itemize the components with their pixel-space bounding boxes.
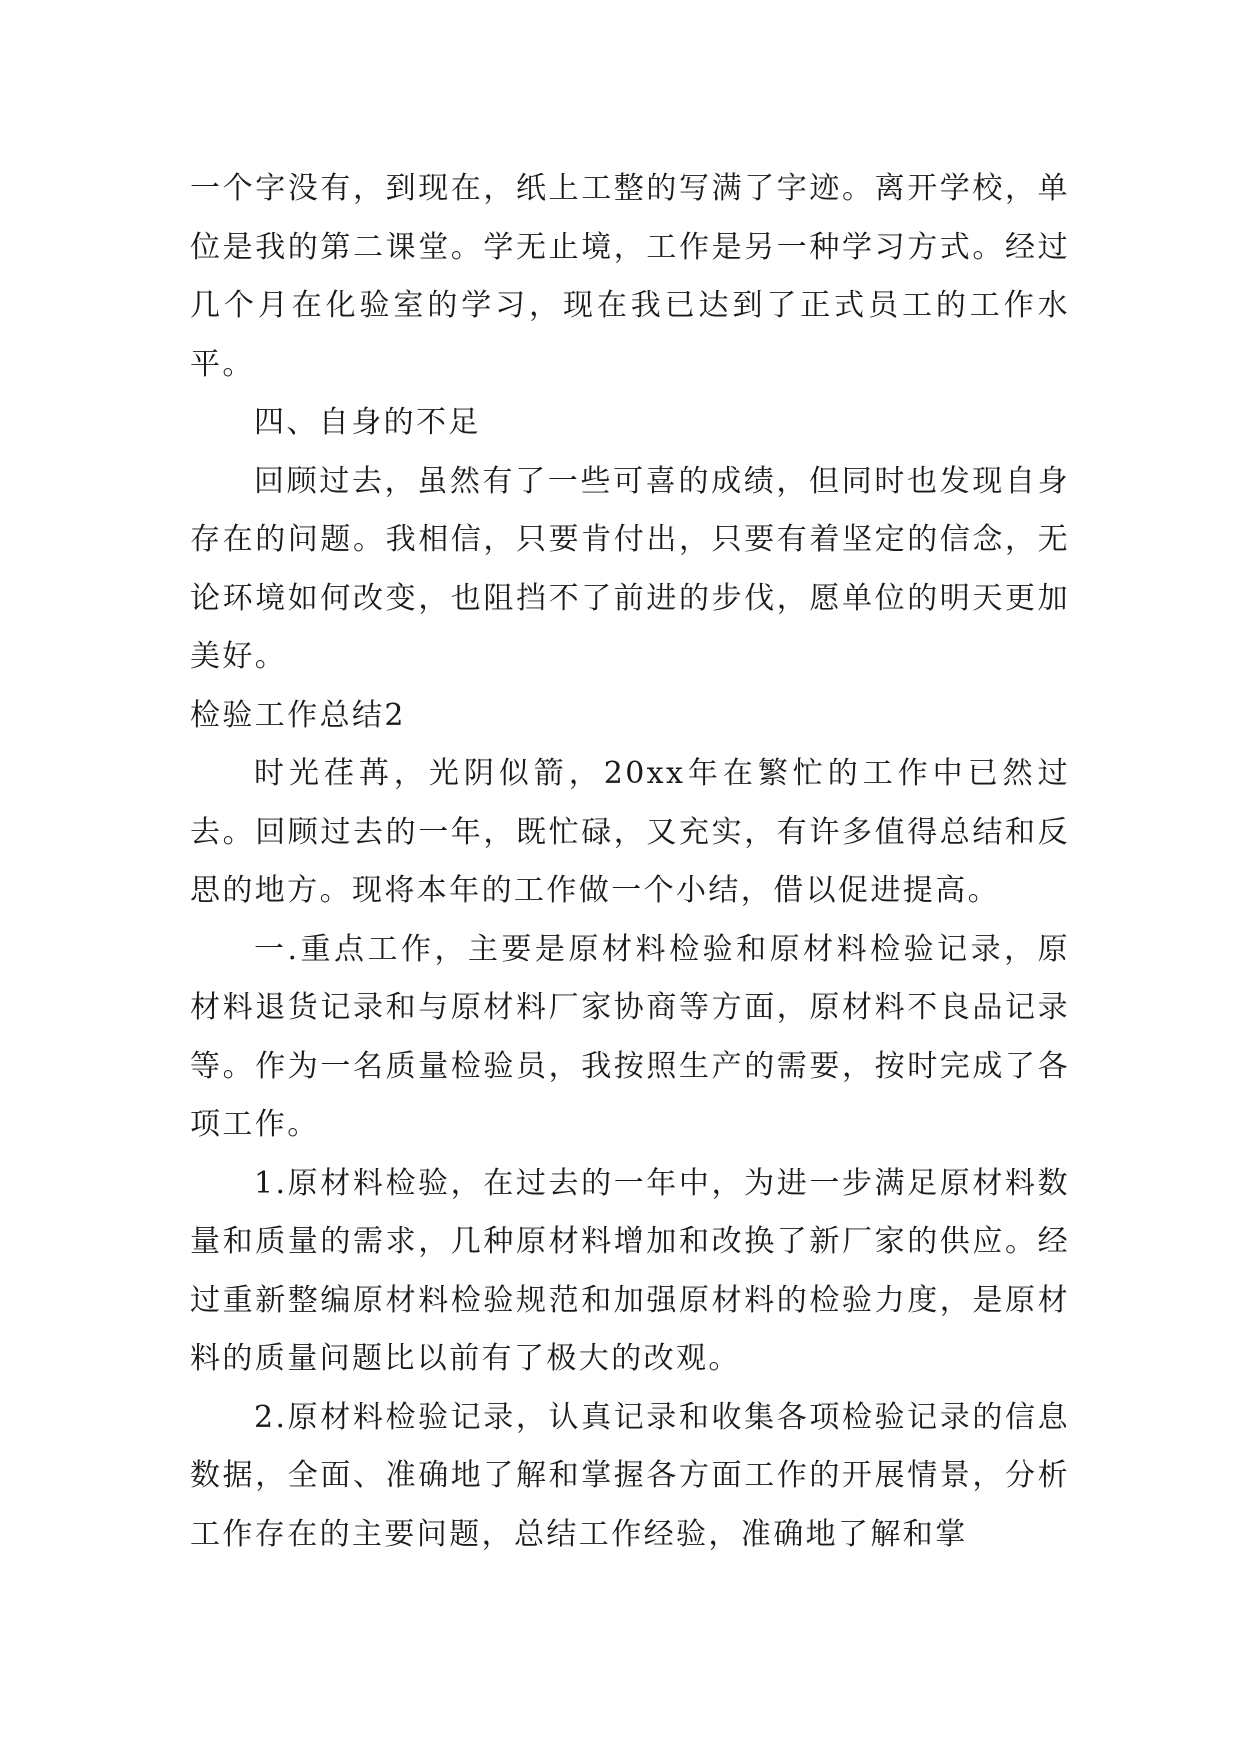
document-title-2: 检验工作总结2 (190, 697, 406, 733)
paragraph-review: 回顾过去，虽然有了一些可喜的成绩，但同时也发现自身存在的问题。我相信，只要肯付出，只要有着坚定的信念，无论环境如何改变，也阻挡不了前进的步伐，愿单位的明天更加美好。 (190, 463, 1070, 674)
document-body (190, 160, 1070, 1564)
paragraph-raw-material-inspection: 1.原材料检验，在过去的一年中，为进一步满足原材料数量和质量的需求，几种原材料增加和改换了新厂家的供应。经过重新整编原材料检验规范和加强原材料的检验力度，是原材料的质量问题比以前有了极大的改观。 (190, 1165, 1070, 1376)
paragraph-inspection-records: 2.原材料检验记录，认真记录和收集各项检验记录的信息数据，全面、准确地了解和掌握各方面工作的开展情景，分析工作存在的主要问题，总结工作经验，准确地了解和掌 (190, 1399, 1070, 1552)
paragraph-key-work: 一.重点工作，主要是原材料检验和原材料检验记录，原材料退货记录和与原材料厂家协商等方面，原材料不良品记录等。作为一名质量检验员，我按照生产的需要，按时完成了各项工作。 (190, 931, 1070, 1142)
paragraph-intro: 时光荏苒，光阴似箭，20xx年在繁忙的工作中已然过去。回顾过去的一年，既忙碌，又充实，有许多值得总结和反思的地方。现将本年的工作做一个小结，借以促进提高。 (190, 756, 1070, 908)
section-heading-shortcomings: 四、自身的不足 (254, 405, 481, 440)
paragraph-continued: 一个字没有，到现在，纸上工整的写满了字迹。离开学校，单位是我的第二课堂。学无止境，工作是另一种学习方式。经过几个月在化验室的学习，现在我已达到了正式员工的工作水平。 (190, 171, 1070, 382)
